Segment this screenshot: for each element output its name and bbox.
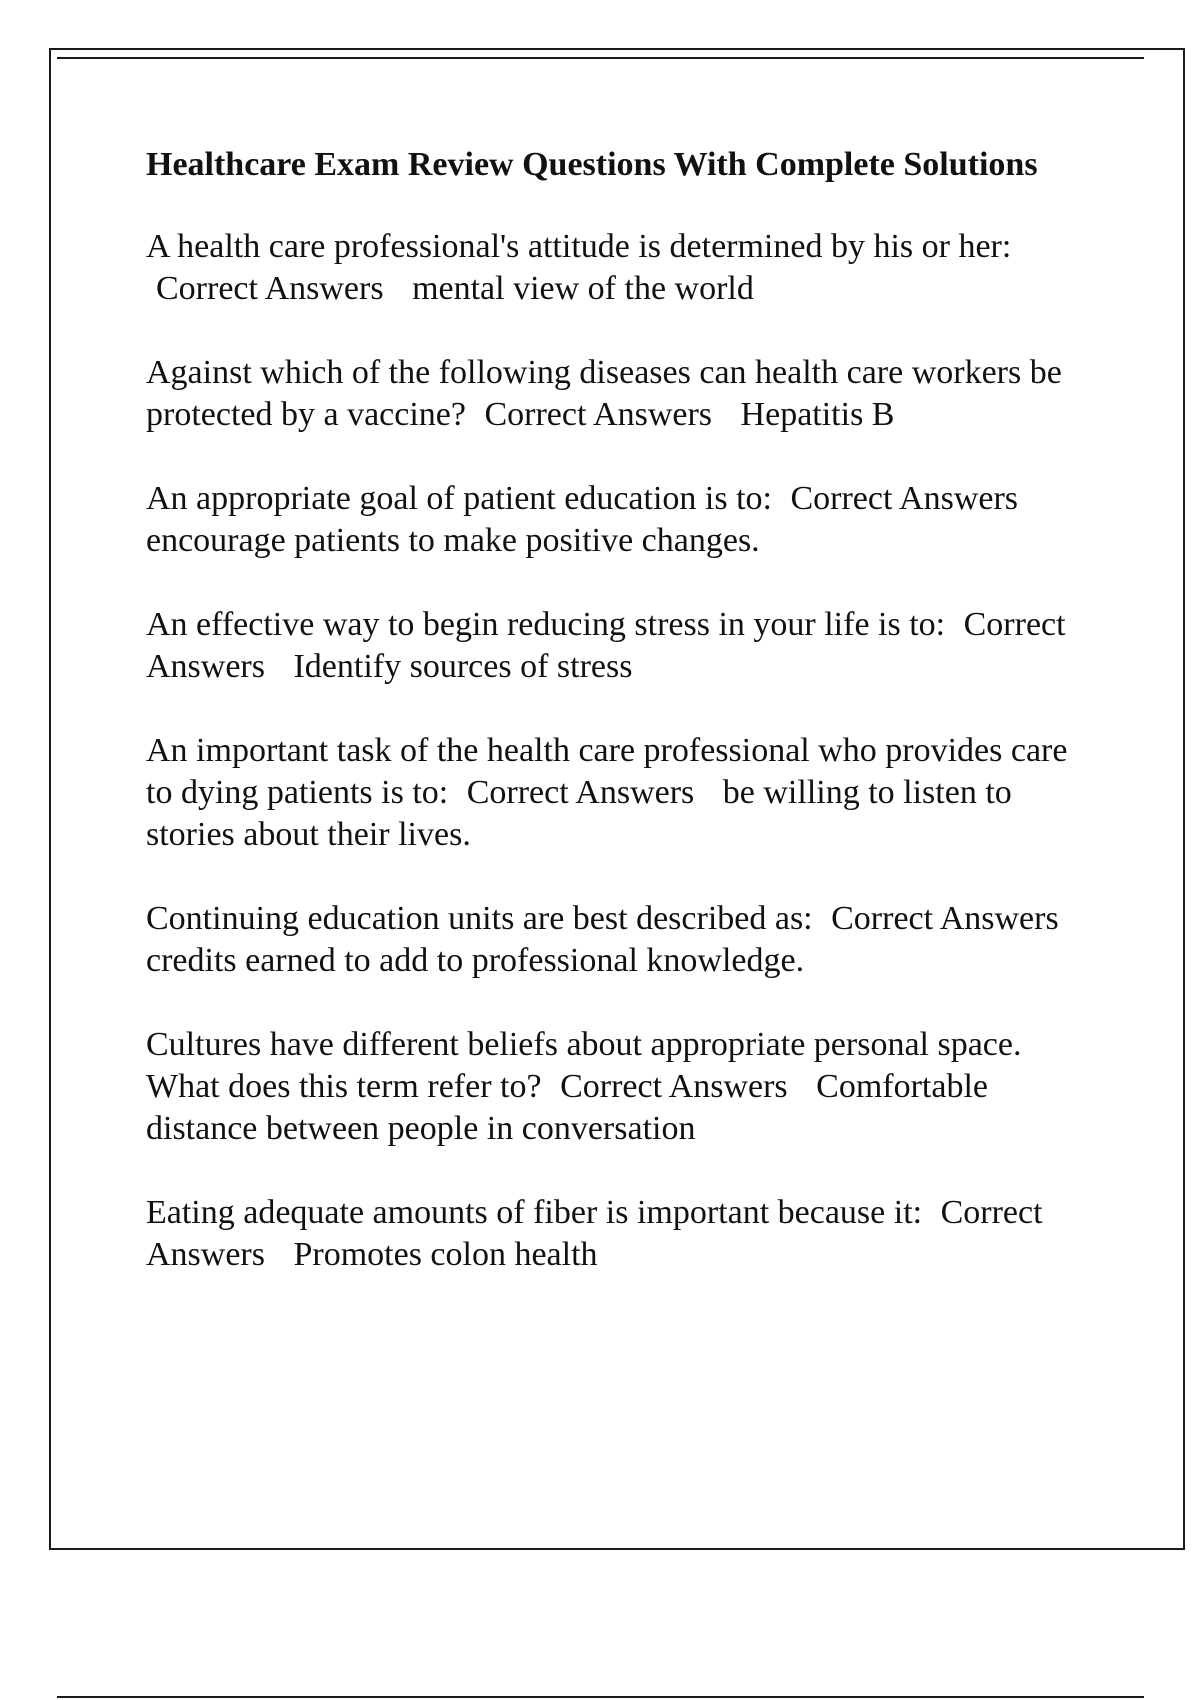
answer-label: Correct Answers (831, 900, 1059, 937)
question-text: Against which of the following diseases can health care workers be protected by a vaccine? (146, 354, 1062, 433)
answer-text: mental view of the world (412, 270, 754, 307)
answer-text: encourage patients to make positive changes. (146, 522, 760, 559)
answer-label: Correct Answers (484, 396, 713, 433)
qa-item (146, 478, 1086, 562)
answer-label: Correct Answers (560, 1068, 788, 1105)
answer-label: Correct Answers (466, 774, 695, 811)
top-rule (57, 57, 1144, 59)
qa-item (146, 604, 1086, 688)
answer-label: Correct Answers (146, 1194, 1043, 1273)
answer-label: Correct Answers (146, 606, 1066, 685)
qa-item (146, 1192, 1086, 1276)
qa-item (146, 730, 1086, 856)
question-text: A health care professional's attitude is determined by his or her: (146, 228, 1012, 265)
question-text: An important task of the health care professional who provides care to dying patients is to: (146, 732, 1068, 811)
question-text: An effective way to begin reducing stress in your life is to: (146, 606, 946, 643)
answer-text: credits earned to add to professional knowledge. (146, 942, 805, 979)
answer-text: Identify sources of stress (293, 648, 633, 685)
qa-item (146, 1024, 1086, 1150)
question-text: An appropriate goal of patient education is to: (146, 480, 772, 517)
qa-item (146, 352, 1086, 436)
answer-label: Correct Answers (156, 270, 384, 307)
answer-label: Correct Answers (790, 480, 1019, 517)
question-text: Continuing education units are best described as: (146, 900, 813, 937)
answer-text: Hepatitis B (740, 396, 895, 433)
document-body (146, 144, 1086, 1318)
qa-item (146, 226, 1086, 310)
question-text: Cultures have different beliefs about appropriate personal space. What does this term refer to? (146, 1026, 1022, 1105)
qa-item (146, 898, 1086, 982)
answer-text: Promotes colon health (293, 1236, 598, 1273)
answer-text: be willing to listen to stories about their lives. (146, 774, 1012, 853)
question-text: Eating adequate amounts of fiber is important because it: (146, 1194, 923, 1231)
bottom-rule (57, 1696, 1144, 1698)
document-title: Healthcare Exam Review Questions With Complete Solutions (146, 146, 1038, 183)
answer-text: Comfortable distance between people in conversation (146, 1068, 988, 1147)
